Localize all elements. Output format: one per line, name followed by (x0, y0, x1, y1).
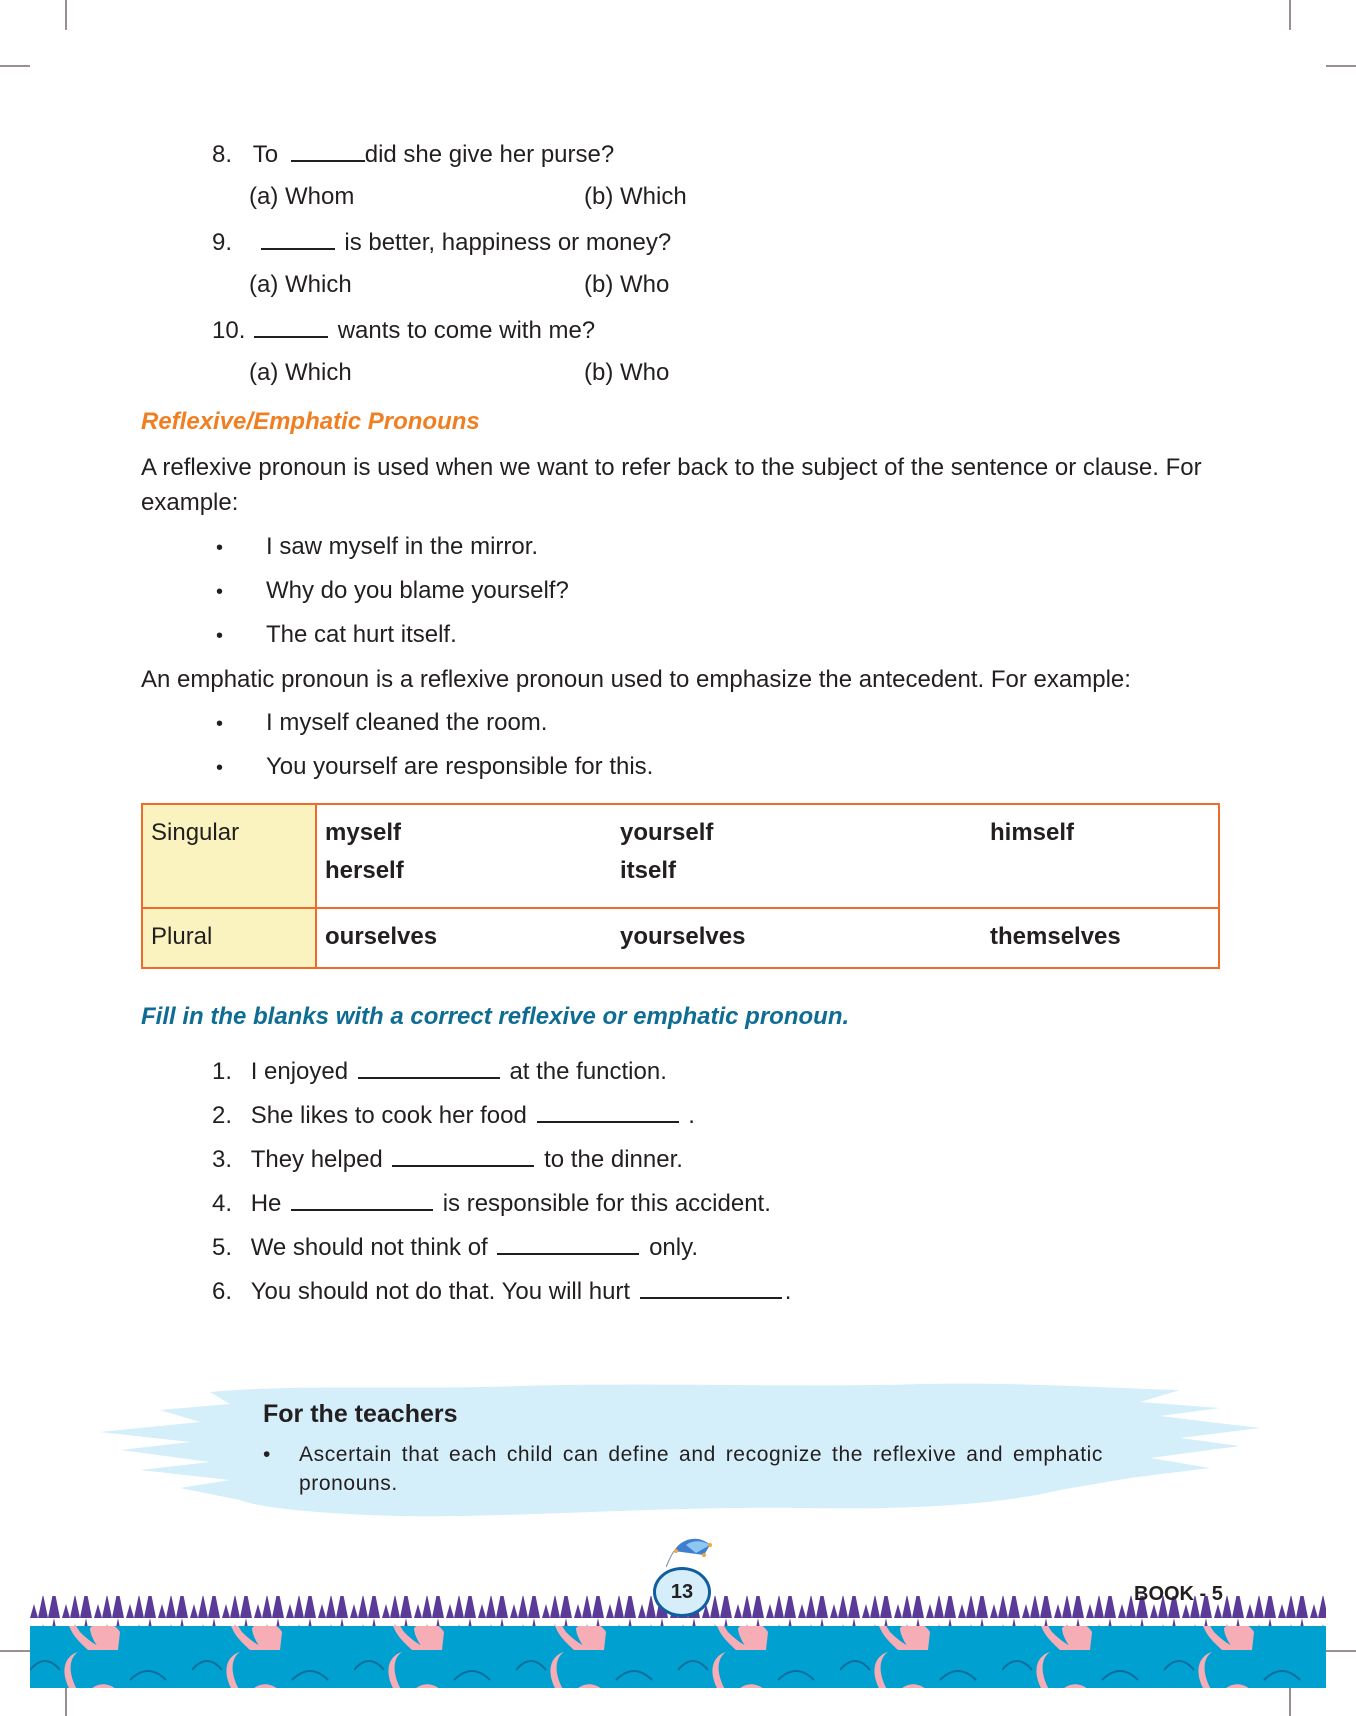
emphatic-example: • You yourself are responsible for this. (216, 752, 653, 783)
singular-label: Singular (142, 804, 316, 908)
answer-blank[interactable] (261, 226, 335, 250)
pronoun: ourselves (325, 923, 438, 950)
bullet-icon: • (216, 537, 224, 559)
exercise-item: 5. We should not think of only. (212, 1231, 698, 1263)
pronoun: yourselves (620, 923, 746, 950)
crop-mark (65, 1686, 67, 1716)
answer-blank[interactable] (392, 1143, 534, 1167)
crop-mark (1326, 65, 1356, 67)
option-b: (b) Who (584, 359, 670, 386)
reflexive-example: • The cat hurt itself. (216, 620, 457, 651)
bullet-icon: • (216, 713, 224, 735)
emphatic-example: • I myself cleaned the room. (216, 708, 547, 739)
exercise-item: 4. He is responsible for this accident. (212, 1187, 771, 1219)
option-b: (b) Which (584, 183, 687, 210)
exercise-heading: Fill in the blanks with a correct reflexive or emphatic pronoun. (141, 1003, 850, 1030)
answer-blank[interactable] (358, 1055, 500, 1079)
answer-blank[interactable] (254, 314, 328, 338)
singular-words (316, 804, 1219, 908)
exercise-item: 3. They helped to the dinner. (212, 1143, 683, 1175)
teachers-note-text: Ascertain that each child can define and recognize the reflexive and emphatic pronouns. (299, 1443, 1103, 1495)
answer-blank[interactable] (640, 1275, 782, 1299)
question-number: 10. (212, 317, 246, 344)
pronoun-table (141, 803, 1220, 969)
book-label: BOOK - 5 (1134, 1583, 1223, 1605)
option-a: (a) Which (249, 359, 352, 386)
bullet-icon: • (216, 581, 224, 603)
pronoun: themselves (990, 923, 1121, 950)
option-a: (a) Whom (249, 183, 355, 210)
emphatic-intro: An emphatic pronoun is a reflexive pronoun used to emphasize the antecedent. For example: (141, 666, 1131, 693)
teachers-note-item (263, 1440, 1103, 1498)
reflexive-example: • I saw myself in the mirror. (216, 532, 538, 563)
question-text-after: is better, happiness or money? (344, 229, 672, 256)
crop-mark (1289, 1686, 1291, 1716)
reflexive-example: • Why do you blame yourself? (216, 576, 569, 607)
page-number: 13 (653, 1567, 711, 1617)
option-a: (a) Which (249, 271, 352, 298)
bullet-icon: • (263, 1443, 271, 1466)
option-b: (b) Who (584, 271, 670, 298)
pronoun: yourself (620, 819, 714, 846)
teachers-note-title: For the teachers (263, 1400, 458, 1428)
pronoun: myself (325, 819, 402, 846)
question-text-after: did she give her purse? (364, 141, 615, 168)
table-row-plural (142, 908, 1219, 968)
crop-mark (0, 1650, 30, 1652)
exercise-item: 6. You should not do that. You will hurt . (212, 1275, 791, 1307)
crop-mark (0, 65, 30, 67)
answer-blank[interactable] (291, 138, 365, 162)
section-heading: Reflexive/Emphatic Pronouns (141, 408, 480, 435)
bullet-icon: • (216, 757, 224, 779)
question-number: 9. (212, 229, 233, 256)
plural-words (316, 908, 1219, 968)
pronoun: herself (325, 857, 404, 884)
bullet-icon: • (216, 625, 224, 647)
answer-blank[interactable] (537, 1099, 679, 1123)
answer-blank[interactable] (291, 1187, 433, 1211)
crop-mark (1326, 1650, 1356, 1652)
answer-blank[interactable] (497, 1231, 639, 1255)
crop-mark (65, 0, 67, 30)
pronoun: itself (620, 857, 677, 884)
pronoun: himself (990, 819, 1075, 846)
table-row-singular (142, 804, 1219, 908)
crop-mark (1289, 0, 1291, 30)
exercise-item: 2. She likes to cook her food . (212, 1099, 695, 1131)
question-text-before: To (252, 141, 279, 168)
question-text-after: wants to come with me? (337, 317, 596, 344)
exercise-item: 1. I enjoyed at the function. (212, 1055, 667, 1087)
question-number: 8. (212, 141, 233, 168)
kite-icon (666, 1535, 716, 1571)
plural-label: Plural (142, 908, 316, 968)
reflexive-intro: A reflexive pronoun is used when we want to refer back to the subject of the sentence or clause. For example: (141, 454, 1202, 516)
